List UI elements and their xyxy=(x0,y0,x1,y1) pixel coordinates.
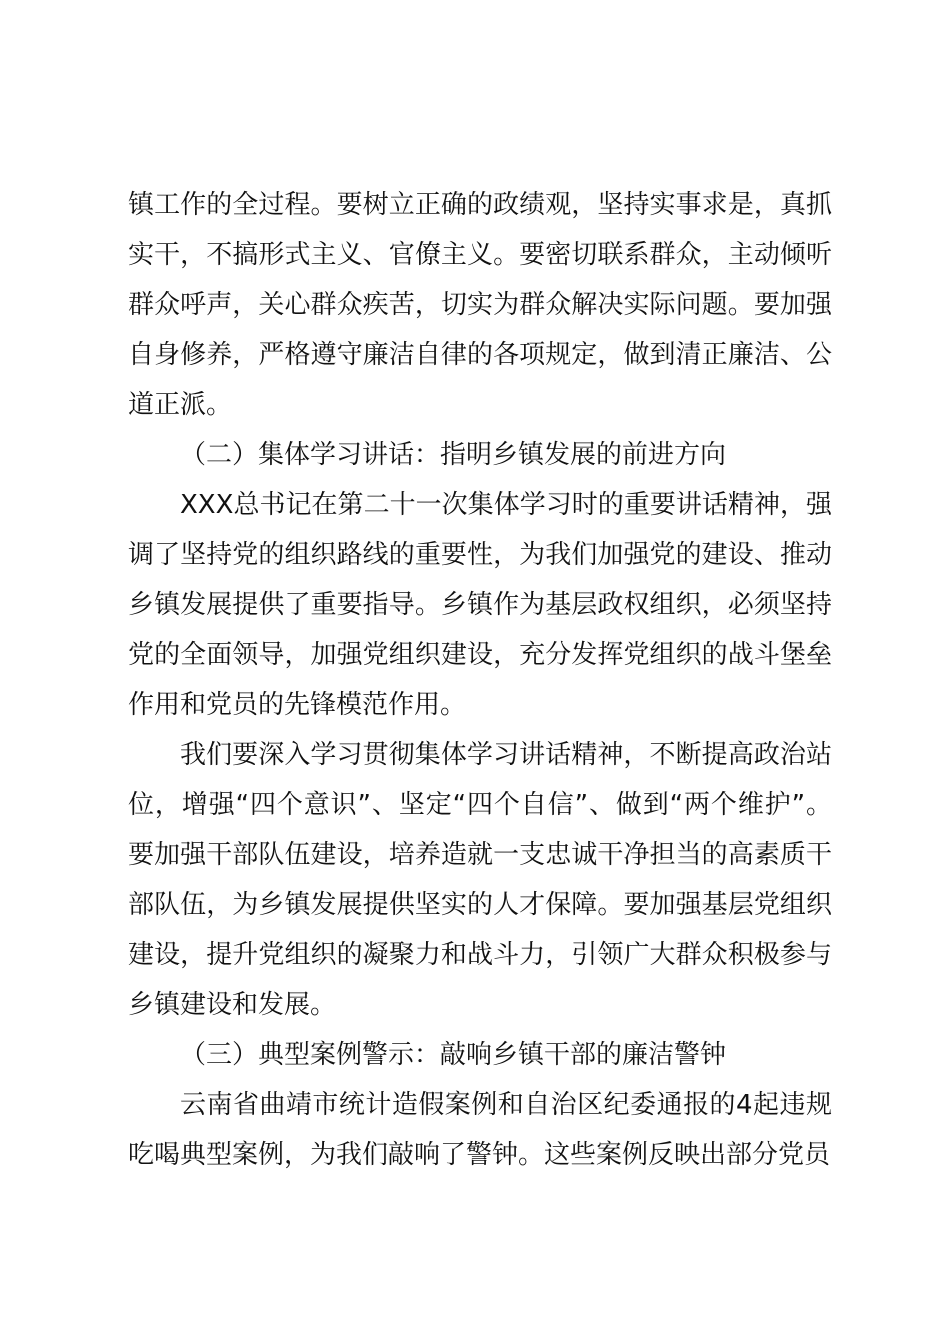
paragraph-collective-study: XXX总书记在第二十一次集体学习时的重要讲话精神，强调了坚持党的组织路线的重要性，为我们加强党的建设、推动乡镇发展提供了重要指导。乡镇作为基层政权组织，必须坚持党的全面领导，加强党组织建设，充分发挥党组织的战斗堡垒作用和党员的先锋模范作用。 xyxy=(128,490,832,720)
paragraph-continuation: 镇工作的全过程。要树立正确的政绩观，坚持实事求是，真抓实干，不搞形式主义、官僚主义。要密切联系群众，主动倾听群众呼声，关心群众疾苦，切实为群众解决实际问题。要加强自身修养，严格遵守廉洁自律的各项规定，做到清正廉洁、公道正派。 xyxy=(128,190,832,420)
section-heading-3: （三）典型案例警示：敲响乡镇干部的廉洁警钟 xyxy=(180,1040,727,1070)
paragraph-case-warning: 云南省曲靖市统计造假案例和自治区纪委通报的4起违规吃喝典型案例，为我们敲响了警钟。这些案例反映出部分党员 xyxy=(128,1090,832,1170)
paragraph-implementation: 我们要深入学习贯彻集体学习讲话精神，不断提高政治站位，增强“四个意识”、坚定“四个自信”、做到“两个维护”。要加强干部队伍建设，培养造就一支忠诚干净担当的高素质干部队伍，为乡镇发展提供坚实的人才保障。要加强基层党组织建设，提升党组织的凝聚力和战斗力，引领广大群众积极参与乡镇建设和发展。 xyxy=(128,740,832,1020)
document-body xyxy=(128,180,832,1180)
section-heading-2: （二）集体学习讲话：指明乡镇发展的前进方向 xyxy=(180,440,727,470)
